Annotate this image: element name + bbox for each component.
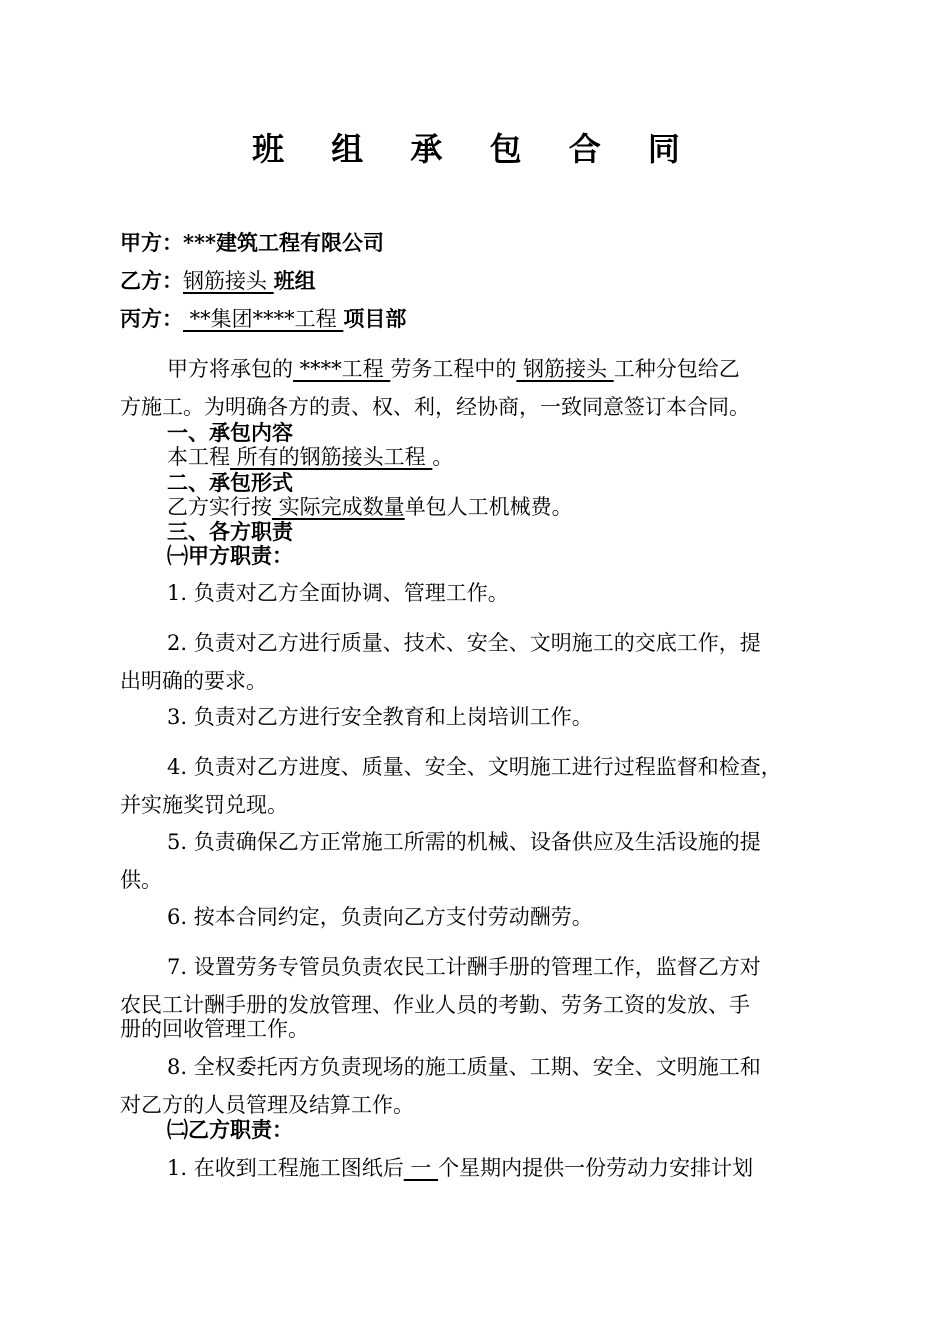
intro-trade: 钢筋接头 [516, 357, 614, 381]
list-item: 8. 全权委托丙方负责现场的施工质量、工期、安全、文明施工和 [167, 1055, 761, 1079]
section-2-pre: 乙方实行按 [167, 495, 272, 519]
section-2-end: 单包人工机械费。 [404, 495, 573, 519]
party-b-label: 乙方： [120, 268, 183, 293]
duty-b1-end: 个星期内提供一份劳动力安排计划 [438, 1156, 754, 1180]
list-item: 3. 负责对乙方进行安全教育和上岗培训工作。 [167, 705, 593, 729]
intro-text: 甲方将承包的 [167, 357, 293, 381]
party-b-name: 钢筋接头 [183, 269, 274, 293]
list-item-continued: 供。 [120, 868, 162, 892]
section-1-scope: 所有的钢筋接头工程 [230, 445, 433, 469]
list-item: 6. 按本合同约定，负责向乙方支付劳动酬劳。 [167, 905, 593, 929]
party-c-label: 丙方： [120, 306, 183, 331]
party-a-name: ***建筑工程有限公司 [183, 230, 384, 255]
list-item: 7. 设置劳务专管员负责农民工计酬手册的管理工作，监督乙方对 [167, 955, 761, 979]
party-a-label: 甲方： [120, 230, 183, 255]
document-title: 班 组 承 包 合 同 [252, 130, 698, 168]
section-1-text [167, 444, 453, 470]
list-item: 5. 负责确保乙方正常施工所需的机械、设备供应及生活设施的提 [167, 830, 761, 854]
list-item-continued: 出明确的要求。 [120, 669, 267, 693]
intro-text-end: 工种分包给乙 [613, 357, 740, 381]
section-2-basis: 实际完成数量 [272, 495, 405, 519]
list-item: 1. 负责对乙方全面协调、管理工作。 [167, 581, 509, 605]
party-a-duties-heading: ㈠甲方职责： [167, 543, 293, 568]
intro-line-2: 方施工。为明确各方的责、权、利，经协商，一致同意签订本合同。 [120, 395, 750, 419]
duty-b1-weeks: 一 [403, 1156, 439, 1180]
party-a [120, 230, 384, 256]
list-item-continued: 对乙方的人员管理及结算工作。 [120, 1093, 414, 1117]
section-1-pre: 本工程 [167, 445, 230, 469]
party-c [120, 306, 406, 332]
intro-project: ****工程 [293, 357, 391, 381]
list-item [167, 1155, 753, 1181]
section-3-heading: 三、各方职责 [167, 519, 293, 544]
intro-line-1 [167, 356, 740, 382]
section-2-heading: 二、承包形式 [167, 470, 293, 495]
list-item: 4. 负责对乙方进度、质量、安全、文明施工进行过程监督和检查， [167, 755, 782, 779]
list-item-continued: 农民工计酬手册的发放管理、作业人员的考勤、劳务工资的发放、手 [120, 993, 750, 1017]
intro-text-mid: 劳务工程中的 [390, 357, 517, 381]
section-2-text [167, 494, 573, 520]
duty-b1-pre: 1. 在收到工程施工图纸后 [167, 1156, 404, 1180]
party-b-suffix: 班组 [273, 268, 316, 293]
party-b [120, 268, 316, 294]
party-c-suffix: 项目部 [343, 306, 407, 331]
section-1-end: 。 [432, 445, 454, 469]
list-item-continued: 并实施奖罚兑现。 [120, 793, 288, 817]
party-c-name: **集团****工程 [183, 307, 344, 331]
section-1-heading: 一、承包内容 [167, 420, 293, 445]
list-item: 2. 负责对乙方进行质量、技术、安全、文明施工的交底工作，提 [167, 631, 761, 655]
list-item-continued: 册的回收管理工作。 [120, 1017, 309, 1041]
party-b-duties-heading: ㈡乙方职责： [167, 1117, 293, 1142]
